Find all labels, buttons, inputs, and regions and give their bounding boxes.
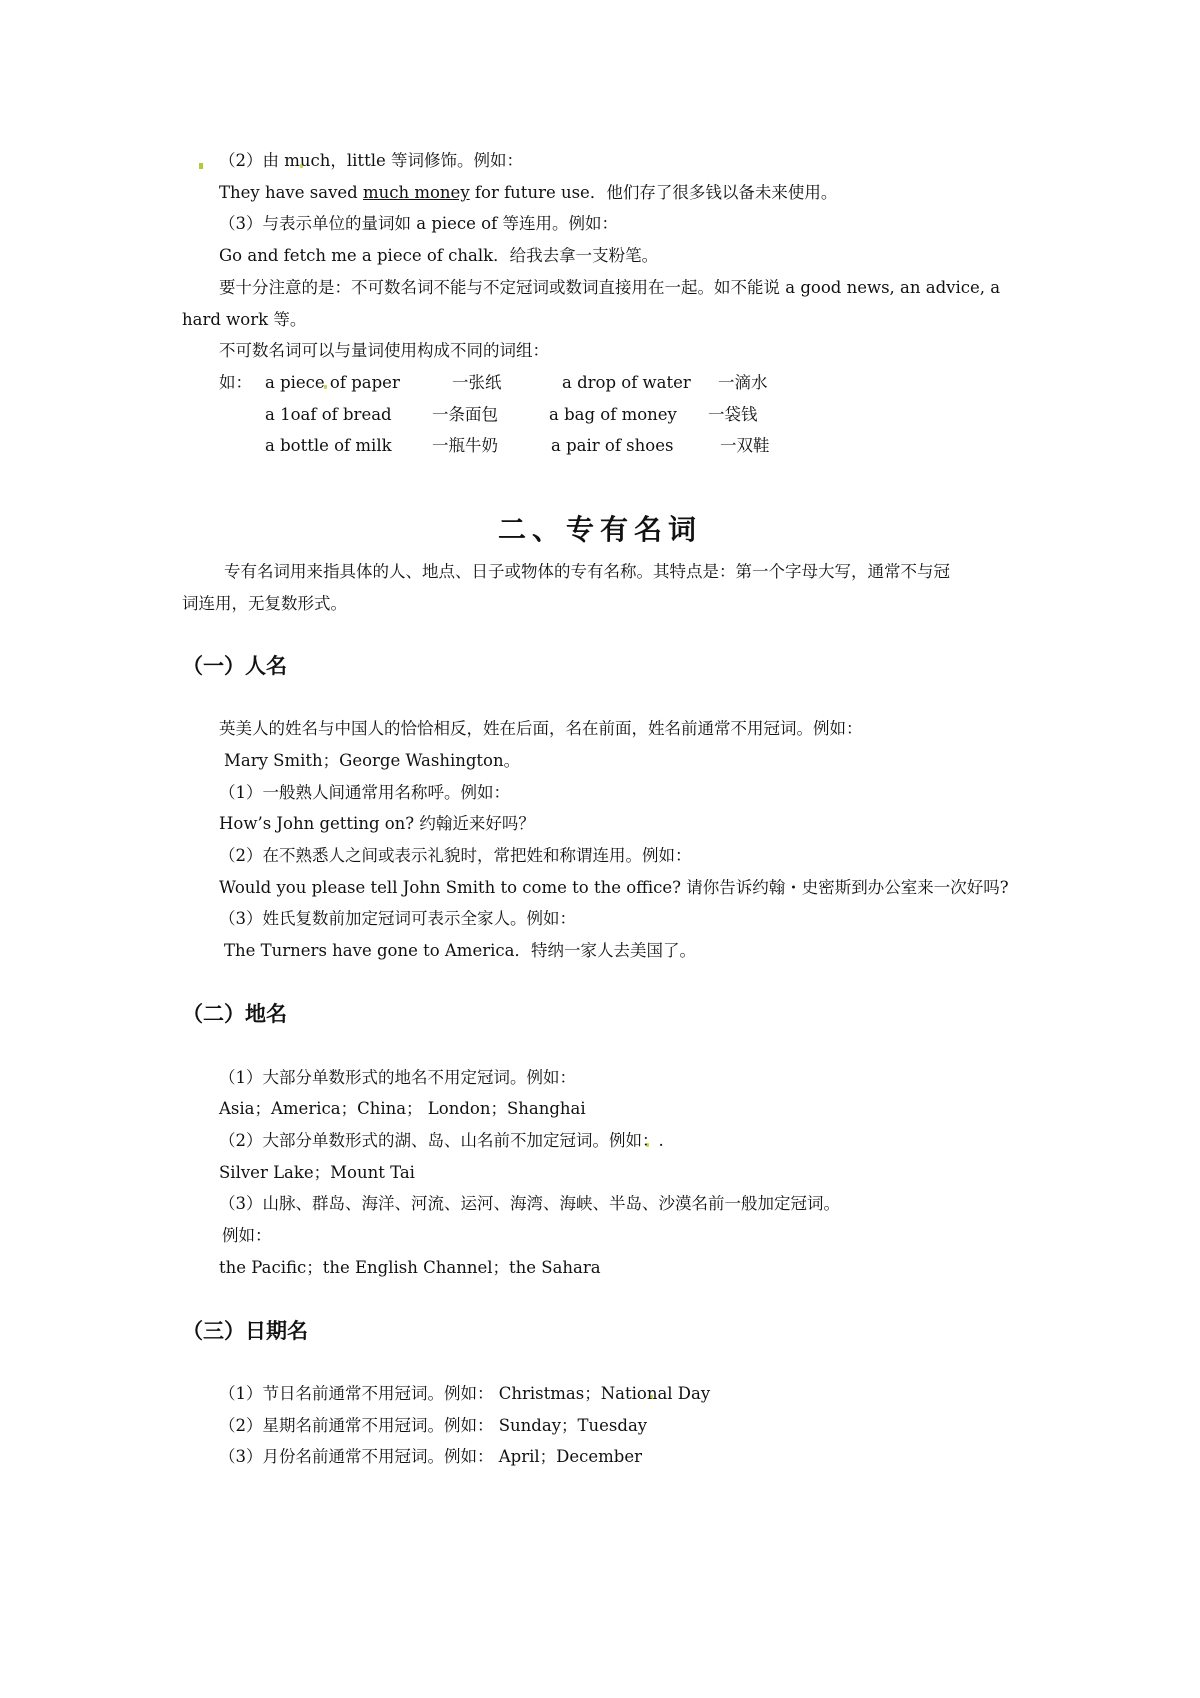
intro-line: 专有名词用来指具体的人、地点、日子或物体的专有名称。其特点是：第一个字母大写，通常不与冠: [224, 562, 950, 581]
phrase-zh: 一张纸: [452, 373, 502, 392]
text-line: （2）大部分单数形式的湖、岛、山名前不加定冠词。例如：.: [219, 1131, 664, 1150]
intro-line: 词连用，无复数形式。: [182, 594, 347, 613]
subsection-heading-places: （二）地名: [182, 1002, 287, 1026]
text-line: 例如：: [222, 1226, 272, 1245]
text-line: 不可数名词可以与量词使用构成不同的词组：: [219, 341, 549, 360]
text-line: （1）一般熟人间通常用名称呼。例如：: [219, 783, 510, 802]
text-line: 英美人的姓名与中国人的恰恰相反，姓在后面，名在前面，姓名前通常不用冠词。例如：: [219, 719, 863, 738]
phrase-en: a piece of paper: [265, 373, 400, 392]
phrase-en: a pair of shoes: [551, 436, 674, 455]
text-line: 要十分注意的是：不可数名词不能与不定冠词或数词直接用在一起。如不能说 a good news, an advice, a: [219, 278, 1001, 297]
text-span: for future use．他们存了很多钱以备未来使用。: [469, 183, 838, 202]
phrase-zh: 一袋钱: [708, 405, 758, 424]
phrase-en: a bag of money: [549, 405, 677, 424]
text-line: The Turners have gone to America．特纳一家人去美国了。: [224, 941, 696, 960]
text-line: （2）星期名前通常不用冠词。例如： Sunday；Tuesday: [219, 1416, 648, 1435]
text-line: （3）山脉、群岛、海洋、河流、运河、海湾、海峡、半岛、沙漠名前一般加定冠词。: [219, 1194, 840, 1213]
phrase-zh: 一双鞋: [720, 436, 770, 455]
text-line: hard work 等。: [182, 310, 307, 329]
subsection-heading-names: （一）人名: [182, 654, 287, 678]
text-line: （3）与表示单位的量词如 a piece of 等连用。例如：: [219, 214, 618, 233]
phrase-en: a 1oaf of bread: [265, 405, 392, 424]
phrase-zh: 一条面包: [432, 405, 498, 424]
margin-marker: [199, 163, 203, 169]
text-line: （2）在不熟悉人之间或表示礼貌时，常把姓和称谓连用。例如：: [219, 846, 692, 865]
text-line: （3）月份名前通常不用冠词。例如： April；December: [219, 1447, 643, 1466]
text-line: Would you please tell John Smith to come to the office? 请你告诉约翰・史密斯到办公室来一次好吗?: [219, 878, 1009, 897]
phrase-en: a bottle of milk: [265, 436, 392, 455]
text-line: Go and fetch me a piece of chalk．给我去拿一支粉笔。: [219, 246, 659, 265]
text-line: the Pacific；the English Channel；the Sahara: [219, 1258, 601, 1277]
phrase-zh: 一滴水: [718, 373, 768, 392]
text-line: （2）由 much，little 等词修饰。例如：: [219, 151, 523, 170]
subsection-heading-dates: （三）日期名: [182, 1319, 308, 1343]
text-line: Asia；America；China； London；Shanghai: [219, 1099, 586, 1118]
phrase-lead: 如：: [219, 373, 252, 392]
phrase-zh: 一瓶牛奶: [432, 436, 498, 455]
phrase-en: a drop of water: [562, 373, 691, 392]
text-line: （3）姓氏复数前加定冠词可表示全家人。例如：: [219, 909, 576, 928]
text-line: （1）大部分单数形式的地名不用定冠词。例如：: [219, 1068, 576, 1087]
text-line: Silver Lake；Mount Tai: [219, 1163, 415, 1182]
text-line: Mary Smith；George Washington。: [224, 751, 521, 770]
section-title: 二、专有名词: [497, 513, 702, 546]
text-line: How’s John getting on? 约翰近来好吗？: [219, 814, 535, 833]
underlined-text: much money: [362, 183, 470, 202]
text-line: [219, 182, 837, 204]
text-line: （1）节日名前通常不用冠词。例如： Christmas；National Day: [219, 1384, 711, 1403]
text-span: They have saved: [219, 183, 363, 202]
